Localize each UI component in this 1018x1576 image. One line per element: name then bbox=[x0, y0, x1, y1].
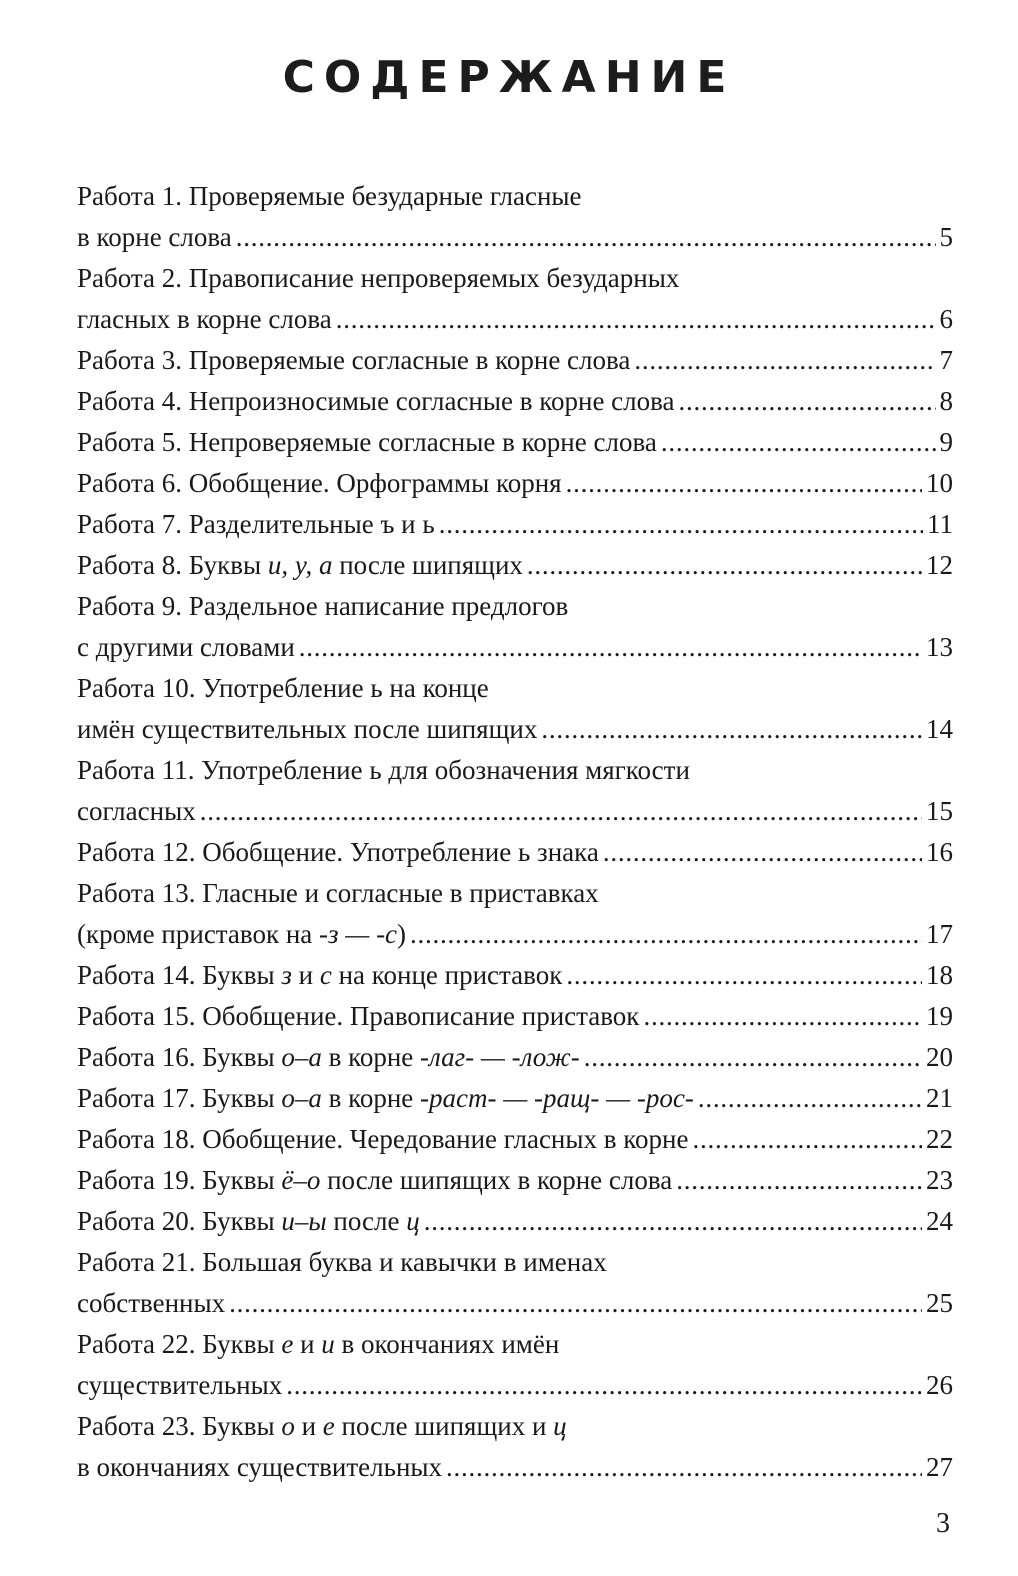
dot-leader bbox=[200, 791, 922, 832]
toc-entry[interactable] bbox=[77, 668, 953, 750]
toc-entry-text: согласных bbox=[77, 796, 196, 826]
dot-leader bbox=[286, 1365, 922, 1406]
toc-page-number: 19 bbox=[926, 1001, 953, 1031]
toc-entry[interactable] bbox=[77, 381, 953, 422]
toc-entry[interactable] bbox=[77, 504, 953, 545]
toc-page-number: 10 bbox=[926, 468, 953, 498]
toc-entry-text: гласных в корне слова bbox=[77, 304, 332, 334]
toc-entry-text: Работа 21. Большая буква и кавычки в именах bbox=[77, 1247, 607, 1277]
toc-entry[interactable] bbox=[77, 1160, 953, 1201]
toc-entry[interactable] bbox=[77, 176, 953, 258]
toc-page-number: 5 bbox=[939, 222, 953, 252]
toc-entry[interactable] bbox=[77, 1406, 953, 1488]
toc-entry[interactable] bbox=[77, 422, 953, 463]
toc-page-number: 8 bbox=[939, 386, 953, 416]
dot-leader bbox=[679, 381, 936, 422]
dot-leader bbox=[439, 504, 923, 545]
dot-leader bbox=[566, 955, 922, 996]
toc-entry-text: Работа 14. Буквы з и с на конце приставок bbox=[77, 960, 563, 990]
toc-entry-text: Работа 2. Правописание непроверяемых безударных bbox=[77, 263, 680, 293]
dot-leader bbox=[661, 422, 936, 463]
toc-page-number: 24 bbox=[926, 1206, 953, 1236]
toc-page-number: 27 bbox=[926, 1452, 953, 1482]
dot-leader bbox=[634, 340, 935, 381]
table-of-contents bbox=[77, 176, 953, 1488]
dot-leader bbox=[541, 709, 922, 750]
toc-entry[interactable] bbox=[77, 340, 953, 381]
toc-entry[interactable] bbox=[77, 750, 953, 832]
dot-leader bbox=[229, 1283, 922, 1324]
toc-entry-text: в корне слова bbox=[77, 222, 232, 252]
toc-entry-text: Работа 11. Употребление ь для обозначения мягкости bbox=[77, 755, 690, 785]
dot-leader bbox=[698, 1078, 922, 1119]
page-number: 3 bbox=[936, 1508, 950, 1539]
toc-entry-text: Работа 22. Буквы е и и в окончаниях имён bbox=[77, 1329, 560, 1359]
toc-entry[interactable] bbox=[77, 1324, 953, 1406]
toc-entry-text: Работа 8. Буквы и, у, а после шипящих bbox=[77, 550, 523, 580]
toc-entry-text: Работа 7. Разделительные ъ и ь bbox=[77, 509, 435, 539]
toc-entry-text: Работа 1. Проверяемые безударные гласные bbox=[77, 181, 582, 211]
toc-entry[interactable] bbox=[77, 545, 953, 586]
toc-entry-text: имён существительных после шипящих bbox=[77, 714, 538, 744]
toc-entry-text: Работа 16. Буквы о–а в корне -лаг- — -лож- bbox=[77, 1042, 580, 1072]
toc-entry-text: в окончаниях существительных bbox=[77, 1452, 443, 1482]
dot-leader bbox=[424, 1201, 922, 1242]
toc-page-number: 6 bbox=[939, 304, 953, 334]
toc-page-number: 23 bbox=[926, 1165, 953, 1195]
toc-page-number: 20 bbox=[926, 1042, 953, 1072]
dot-leader bbox=[336, 299, 936, 340]
toc-entry[interactable] bbox=[77, 873, 953, 955]
toc-entry[interactable] bbox=[77, 1078, 953, 1119]
toc-entry[interactable] bbox=[77, 1201, 953, 1242]
toc-entry-text: Работа 12. Обобщение. Употребление ь знака bbox=[77, 837, 599, 867]
toc-entry-text: с другими словами bbox=[77, 632, 295, 662]
toc-entry[interactable] bbox=[77, 463, 953, 504]
toc-entry[interactable] bbox=[77, 1037, 953, 1078]
dot-leader bbox=[676, 1160, 922, 1201]
toc-entry-text: Работа 17. Буквы о–а в корне -раст- — -ращ- — -рос- bbox=[77, 1083, 694, 1113]
toc-page-number: 21 bbox=[926, 1083, 953, 1113]
toc-page-number: 25 bbox=[926, 1288, 953, 1318]
page-title: СОДЕРЖАНИЕ bbox=[282, 52, 736, 103]
toc-entry[interactable] bbox=[77, 586, 953, 668]
toc-page-number: 15 bbox=[926, 796, 953, 826]
toc-entry-text: (кроме приставок на -з — -с) bbox=[77, 919, 407, 949]
toc-page-number: 11 bbox=[927, 509, 953, 539]
toc-entry-text: Работа 18. Обобщение. Чередование гласных в корне bbox=[77, 1124, 689, 1154]
toc-entry[interactable] bbox=[77, 996, 953, 1037]
toc-entry-text: Работа 3. Проверяемые согласные в корне слова bbox=[77, 345, 631, 375]
toc-page-number: 14 bbox=[926, 714, 953, 744]
toc-entry-text: Работа 6. Обобщение. Орфограммы корня bbox=[77, 468, 562, 498]
dot-leader bbox=[643, 996, 922, 1037]
dot-leader bbox=[566, 463, 922, 504]
toc-entry[interactable] bbox=[77, 955, 953, 996]
toc-entry-text: Работа 15. Обобщение. Правописание приставок bbox=[77, 1001, 640, 1031]
toc-page-number: 26 bbox=[926, 1370, 953, 1400]
toc-entry-text: Работа 9. Раздельное написание предлогов bbox=[77, 591, 569, 621]
toc-entry-text: Работа 13. Гласные и согласные в приставках bbox=[77, 878, 599, 908]
dot-leader bbox=[603, 832, 922, 873]
toc-entry-text: Работа 10. Употребление ь на конце bbox=[77, 673, 489, 703]
toc-entry-text: Работа 20. Буквы и–ы после ц bbox=[77, 1206, 420, 1236]
toc-entry[interactable] bbox=[77, 1242, 953, 1324]
toc-page-number: 13 bbox=[926, 632, 953, 662]
toc-entry-text: существительных bbox=[77, 1370, 283, 1400]
toc-entry[interactable] bbox=[77, 832, 953, 873]
toc-entry-text: собственных bbox=[77, 1288, 226, 1318]
toc-page-number: 7 bbox=[939, 345, 953, 375]
dot-leader bbox=[692, 1119, 922, 1160]
toc-page-number: 12 bbox=[926, 550, 953, 580]
toc-page-number: 17 bbox=[926, 919, 953, 949]
toc-page-number: 16 bbox=[926, 837, 953, 867]
toc-page-number: 18 bbox=[926, 960, 953, 990]
toc-entry-text: Работа 4. Непроизносимые согласные в корне слова bbox=[77, 386, 675, 416]
toc-entry-text: Работа 5. Непроверяемые согласные в корне слова bbox=[77, 427, 657, 457]
toc-page-number: 9 bbox=[939, 427, 953, 457]
dot-leader bbox=[527, 545, 922, 586]
dot-leader bbox=[410, 914, 922, 955]
dot-leader bbox=[236, 217, 936, 258]
toc-page-number: 22 bbox=[926, 1124, 953, 1154]
toc-entry-text: Работа 19. Буквы ё–о после шипящих в корне слова bbox=[77, 1165, 673, 1195]
dot-leader bbox=[299, 627, 922, 668]
toc-entry-text: Работа 23. Буквы о и е после шипящих и ц bbox=[77, 1411, 567, 1441]
dot-leader bbox=[584, 1037, 922, 1078]
toc-entry[interactable] bbox=[77, 1119, 953, 1160]
toc-entry[interactable] bbox=[77, 258, 953, 340]
dot-leader bbox=[446, 1447, 922, 1488]
